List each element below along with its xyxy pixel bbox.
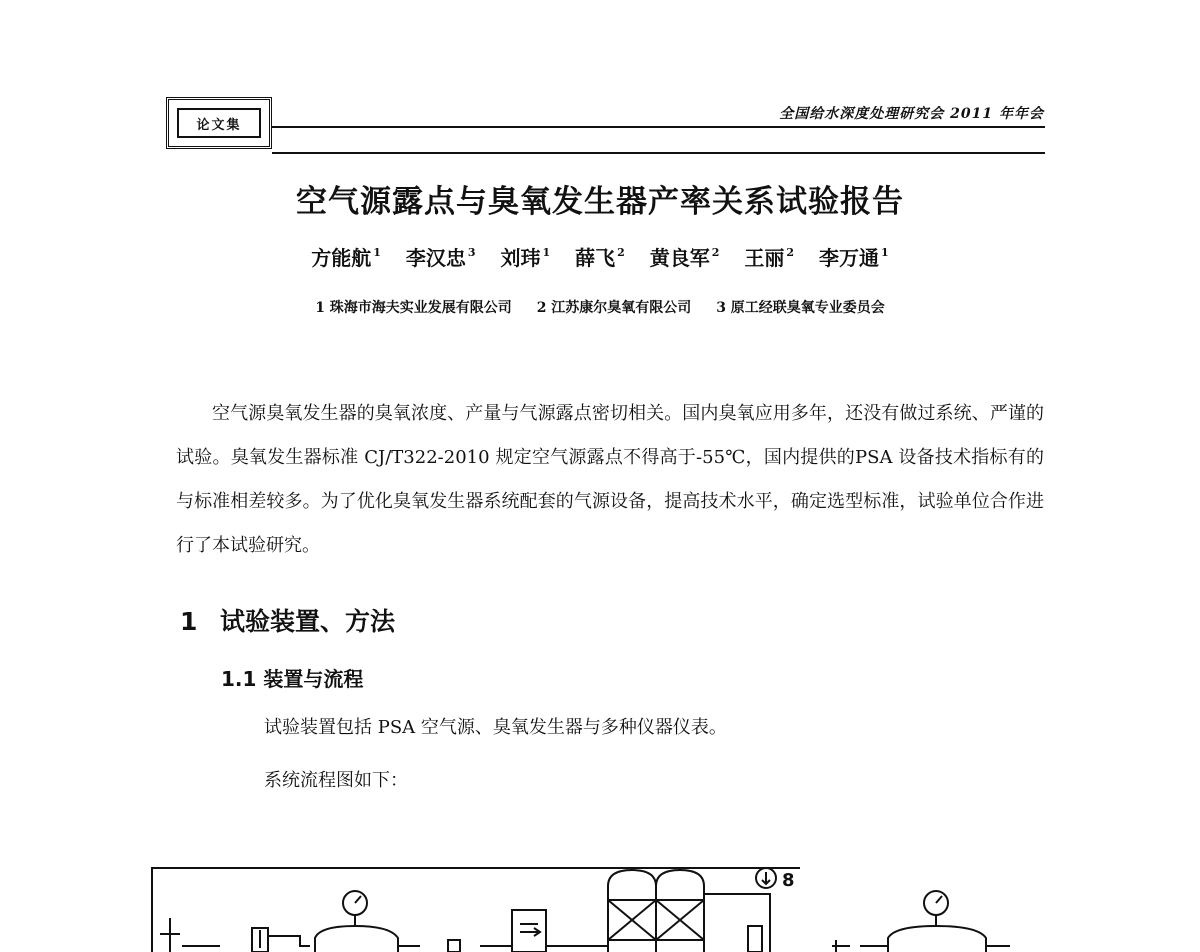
header-rule-bottom xyxy=(272,152,1045,154)
diagram-label-8: 8 xyxy=(782,870,795,891)
author: 李汉忠 $^3$ xyxy=(405,246,476,270)
section-heading xyxy=(180,602,395,638)
subsection-heading: 1.1 装置与流程 xyxy=(221,667,364,691)
paper-title: 空气源露点与臭氧发生器产率关系试验报告 xyxy=(296,184,904,220)
section-tag: 论文集 xyxy=(177,108,261,138)
affiliation: 3 原工经联臭氧专业委员会 xyxy=(716,300,885,316)
author: 方能航 $^1$ xyxy=(311,246,381,270)
pipe xyxy=(268,936,310,946)
header-rule-top xyxy=(272,126,1045,128)
section-title: 试验装置、方法 xyxy=(220,607,396,636)
section-number: 1 xyxy=(180,607,198,636)
dewpoint-sensor xyxy=(748,926,762,952)
author-list xyxy=(0,242,1200,271)
affiliation-list xyxy=(0,297,1200,317)
inlet-line xyxy=(160,918,180,952)
author: 王丽 $^2$ xyxy=(744,246,795,270)
affiliation: 1 珠海市海夫实业发展有限公司 xyxy=(315,300,512,316)
author: 刘玮 $^1$ xyxy=(500,246,551,270)
connector xyxy=(832,940,850,952)
author: 黄良军 $^2$ xyxy=(649,246,720,270)
outlet-pipe xyxy=(704,894,770,952)
intro-text: 空气源臭氧发生器的臭氧浓度、产量与气源露点密切相关。国内臭氧应用多年，还没有做过系统、严谨的试验。臭氧发生器标准 CJ/T322-2010 规定空气源露点不得高于-55℃，国内提供的PSA 设备技术指标有的与标准相差较多。为了优化臭氧发生器系统配套的气源设备，提高技术水平，确定选型标准，试验单位合作进行了本试验研究。 xyxy=(176,403,1044,556)
body-line: 试验装置包括 PSA 空气源、臭氧发生器与多种仪器仪表。 xyxy=(264,717,727,738)
valve xyxy=(448,940,460,952)
system-flow-diagram xyxy=(150,866,1050,952)
author: 李万通 $^1$ xyxy=(819,246,889,270)
intro-paragraph xyxy=(176,392,1044,568)
conference-name: 全国给水深度处理研究会 2011 年年会 xyxy=(779,106,1044,122)
affiliation: 2 江苏康尔臭氧有限公司 xyxy=(536,300,692,316)
buffer-tank xyxy=(888,926,986,952)
air-tank xyxy=(315,926,398,952)
body-line: 系统流程图如下： xyxy=(264,770,408,791)
author: 薛飞 $^2$ xyxy=(575,246,625,270)
section-tag-box xyxy=(166,97,272,149)
